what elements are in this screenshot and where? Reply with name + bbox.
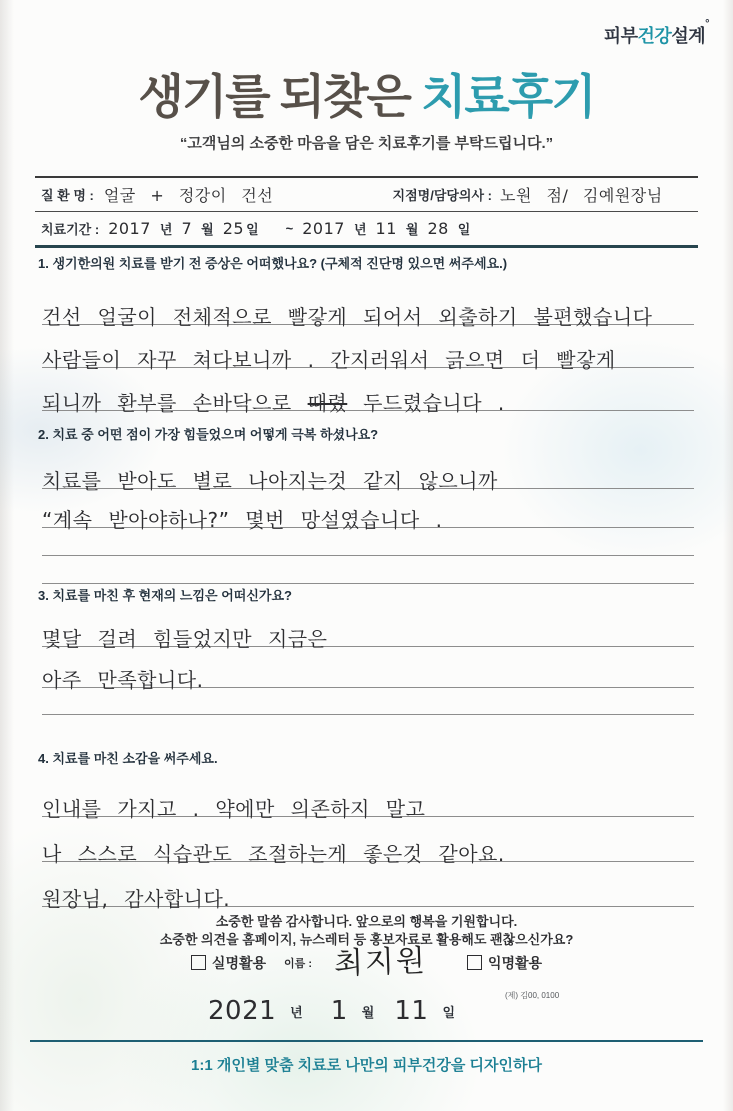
period-end-year: 2017 [302,219,345,238]
page-subtitle: “고객님의 소중한 마음을 담은 치료후기를 부탁드립니다.” [179,135,554,152]
realname-label: 실명활용 [211,955,267,971]
consent-row [0,943,733,982]
answer-2-block [42,450,694,584]
question-1: 1. 생기한의원 치료를 받기 전 증상은 어떠했나요? (구체적 진단명 있으면 써주세요.) [38,256,508,271]
period-end-day: 28 [427,219,449,238]
brand-logo-part2: 건강 [637,26,672,46]
anonymous-option [467,953,542,973]
month-unit: 월 [361,1005,375,1020]
signature-handwriting: 최지원 [333,943,428,982]
brand-logo-part1: 피부 [603,26,638,46]
handwriting [42,393,505,413]
answer-1-line-3 [42,368,694,415]
page-title-teal: 치료후기 [420,70,595,123]
period-start-month: 7 [181,219,193,238]
answer-2-empty-line [42,556,694,584]
answer-3-empty-line [42,688,694,715]
branch-cell [393,183,692,206]
answer-4-block [42,772,694,911]
handwriting-segment: 되니까 환부를 손바닥으로 [42,391,292,415]
info-row-period [35,212,698,245]
question-2: 2. 치료 중 어떤 점이 가장 힘들었으며 어떻게 극복 하셨나요? [38,427,379,442]
year-unit: 년 [353,222,367,237]
date-row [0,998,698,1024]
handwriting-segment: 두드렸습니다 . [363,391,505,415]
answer-4-line-1 [42,772,694,821]
info-row-disease [35,178,698,212]
disease-cell [41,183,393,206]
question-3: 3. 치료를 마친 후 현재의 느낌은 어떠신가요? [38,588,292,603]
answer-2-line-2 [42,489,694,532]
answer-3-block [42,606,694,715]
month-unit: 월 [405,222,419,237]
handwriting: 치료를 받아도 별로 나아지는것 같지 않으니까 [42,469,498,493]
treatment-period [41,219,470,238]
struck-word: 때렸 [307,391,348,415]
small-print: (제) 김00, 0100 [505,991,560,1000]
handwriting: 건선 얼굴이 전체적으로 빨갛게 되어서 외출하기 불편했습니다 [42,305,653,329]
name-label: 이름 : [284,958,313,970]
date-year-handwriting: 2021 [208,996,277,1026]
degree-mark-icon: ° [705,18,709,30]
year-unit: 년 [159,222,173,237]
answer-3-line-1 [42,606,694,651]
period-label: 치료기간 : [41,222,100,237]
anonymous-label: 익명활용 [487,955,543,971]
answer-3-line-2 [42,647,694,692]
branch-doctor-label: 지점명/담당의사 : [392,188,492,203]
handwriting: 인내를 가지고 . 약에만 의존하지 말고 [42,797,426,821]
answer-1-line-1 [42,282,694,329]
answer-2-empty-line [42,528,694,556]
handwriting: 몇달 걸려 힘들었지만 지금은 [42,627,328,651]
month-unit: 월 [201,222,214,237]
handwriting: 아주 만족합니다. [42,668,204,692]
branch-doctor-value-handwriting: 노원 점/ 김예원장님 [500,186,663,205]
checkbox-realname [191,955,206,970]
date-month-handwriting: 1 [330,996,348,1026]
footer-divider [30,1040,703,1042]
period-start-day: 25 [222,219,245,238]
handwriting: 사람들이 자꾸 쳐다보니까 . 간지러워서 긁으면 더 빨갛게 [42,348,616,372]
handwriting: 원장님, 감사합니다. [42,887,231,911]
period-end-month: 11 [375,219,397,238]
handwriting: 나 스스로 식습관도 조절하는게 좋은것 같아요. [42,842,505,866]
realname-option [191,953,266,973]
answer-1-line-2 [42,325,694,372]
thanks-line-2: 소중한 의견을 홈페이지, 뉴스레터 등 홍보자료로 활용해도 괜찮으신가요? [159,932,574,947]
checkbox-anonymous [467,955,482,970]
day-unit: 일 [442,1005,455,1020]
answer-4-line-3 [42,862,694,911]
answer-2-line-1 [42,450,694,493]
thanks-line-1: 소중한 말씀 감사합니다. 앞으로의 행복을 기원합니다. [215,914,518,929]
handwriting: “계속 받아야하나?” 몇번 망설였습니다 . [42,508,443,532]
page-title [0,60,733,127]
disease-value-handwriting: 얼굴 + 정강이 건선 [103,186,274,205]
footer-slogan: 1:1 개인별 맞춤 치료로 나만의 피부건강을 디자인하다 [191,1057,542,1074]
date-day-handwriting: 11 [394,996,429,1026]
day-unit: 일 [246,222,259,237]
brand-logo [603,18,709,48]
page-title-gray: 생기를 되찾은 [138,70,421,123]
question-4: 4. 치료를 마친 소감을 써주세요. [38,751,218,766]
period-start-year: 2017 [108,219,151,238]
year-unit: 년 [290,1005,303,1020]
brand-logo-part3: 설계 [671,26,706,46]
answer-1-block [42,282,694,415]
tilde-separator: ~ [285,221,294,236]
patient-info-table [35,176,698,248]
answer-4-line-2 [42,817,694,866]
disease-label: 질 환 명 : [41,188,94,203]
day-unit: 일 [457,222,471,237]
